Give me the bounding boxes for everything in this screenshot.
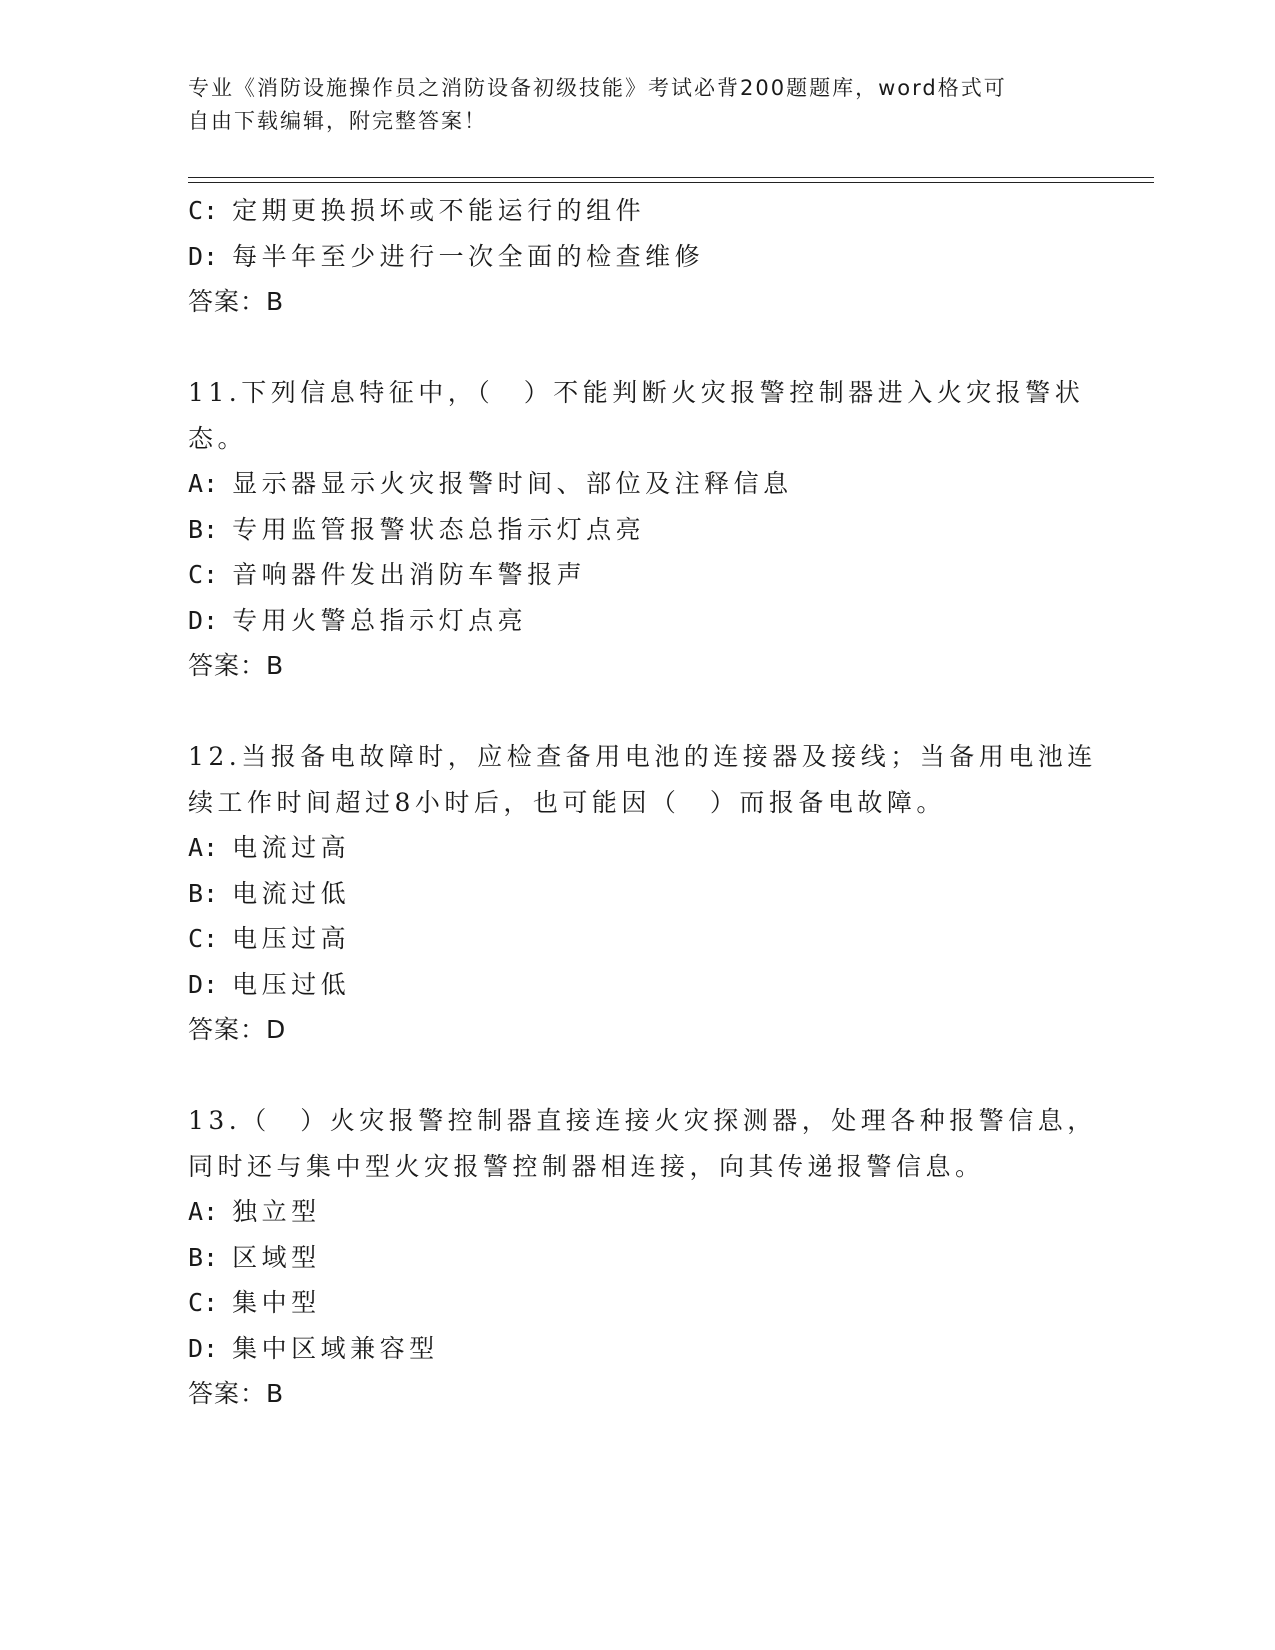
question-11 <box>188 370 1088 689</box>
question-text-line-1: 13.（ ）火灾报警控制器直接连接火灾探测器，处理各种报警信息， <box>188 1106 1097 1135</box>
document-body <box>188 188 1097 1417</box>
answer: 答案：D <box>188 1015 287 1044</box>
question-text-line-2: 续工作时间超过8小时后，也可能因（ ）而报备电故障。 <box>188 787 946 817</box>
option-c: C: 电压过高 <box>188 924 351 953</box>
option-d: D: 每半年至少进行一次全面的检查维修 <box>188 241 705 271</box>
option-c: C: 定期更换损坏或不能运行的组件 <box>188 196 646 225</box>
option-a: A: 显示器显示火灾报警时间、部位及注释信息 <box>188 469 793 498</box>
option-c: C: 集中型 <box>188 1288 321 1317</box>
answer: 答案：B <box>188 1379 285 1408</box>
question-text-line-1: 12.当报备电故障时，应检查备用电池的连接器及接线；当备用电池连 <box>188 742 1097 771</box>
option-c: C: 音响器件发出消防车警报声 <box>188 560 587 589</box>
question-12 <box>188 734 1097 1053</box>
option-d: D: 电压过低 <box>188 969 351 999</box>
option-b: B: 专用监管报警状态总指示灯点亮 <box>188 514 646 544</box>
option-a: A: 独立型 <box>188 1197 321 1226</box>
header-rule-top <box>188 177 1154 178</box>
header-line-1: 专业《消防设施操作员之消防设备初级技能》考试必背200题题库，word格式可 <box>188 76 1007 100</box>
option-b: B: 电流过低 <box>188 878 351 908</box>
question-text-line-2: 态。 <box>188 423 248 453</box>
header-line-2: 自由下载编辑，附完整答案！ <box>188 109 487 133</box>
answer: 答案：B <box>188 287 285 316</box>
header-rule-bottom <box>188 182 1154 183</box>
document-header <box>188 72 1068 138</box>
question-text-line-2: 同时还与集中型火灾报警控制器相连接，向其传递报警信息。 <box>188 1151 985 1181</box>
option-d: D: 专用火警总指示灯点亮 <box>188 605 528 635</box>
option-a: A: 电流过高 <box>188 833 351 862</box>
option-d: D: 集中区域兼容型 <box>188 1333 439 1363</box>
question-10-tail <box>188 188 1088 325</box>
answer: 答案：B <box>188 651 285 680</box>
question-text-line-1: 11.下列信息特征中，（ ）不能判断火灾报警控制器进入火灾报警状 <box>188 378 1085 407</box>
question-13 <box>188 1098 1097 1417</box>
option-b: B: 区域型 <box>188 1242 321 1272</box>
